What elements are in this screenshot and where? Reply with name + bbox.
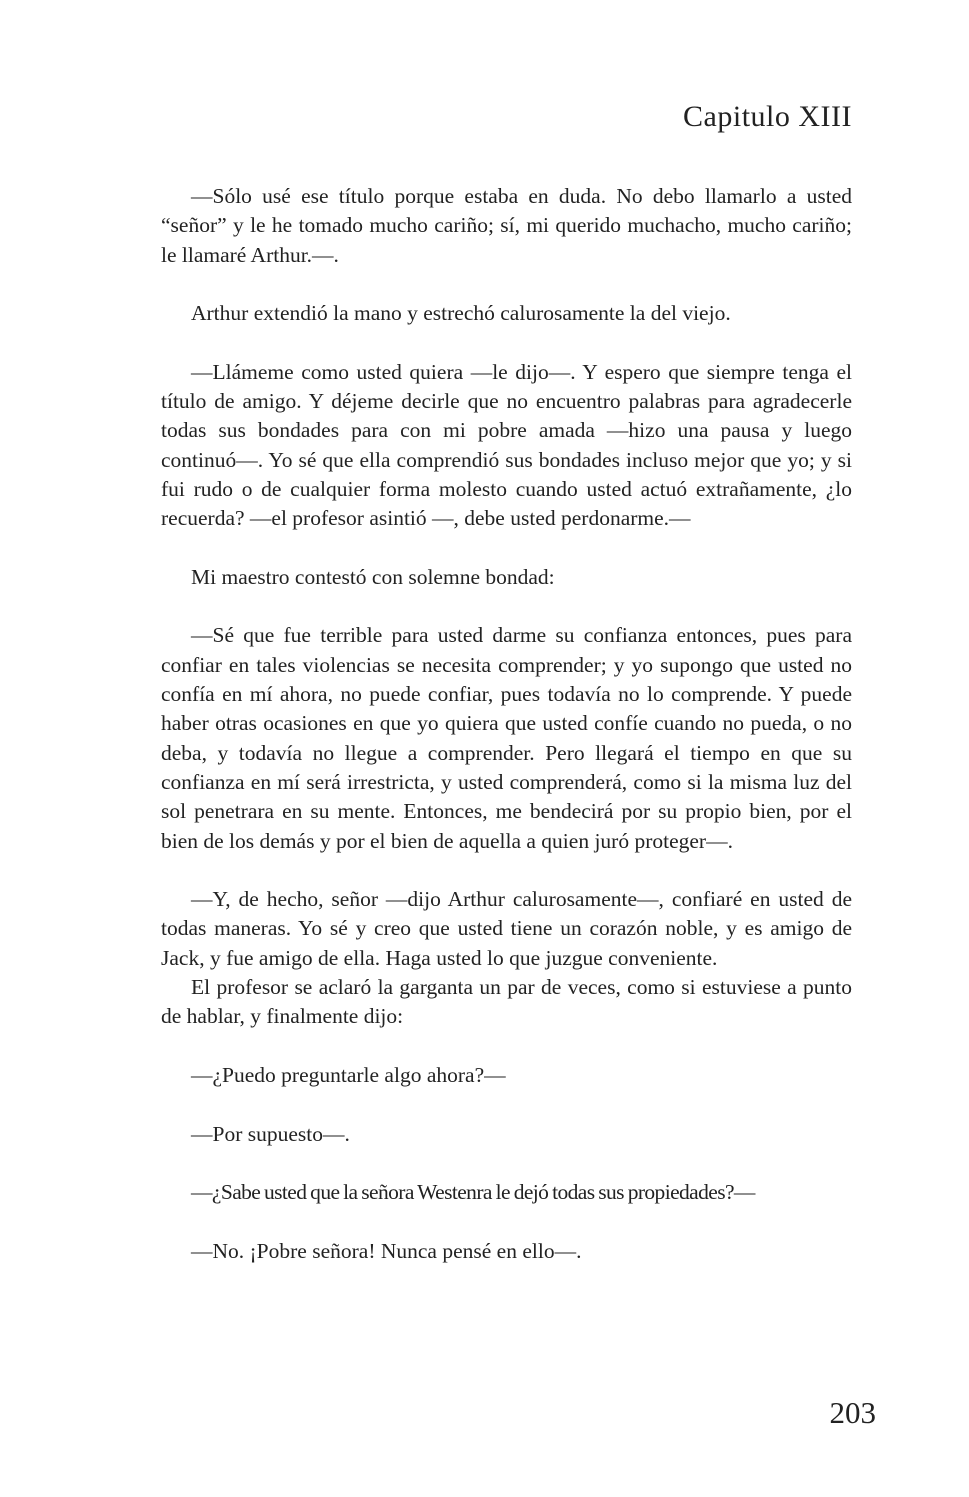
paragraph-8: —¿Puedo preguntarle algo ahora?—	[191, 1062, 506, 1087]
body-text	[161, 182, 852, 1266]
paragraph-11: —No. ¡Pobre señora! Nunca pensé en ello—.	[191, 1238, 582, 1263]
paragraph-1: —Sólo usé ese título porque estaba en duda. No debo llamarlo a usted “señor” y le he tomado mucho cariño; sí, mi querido muchacho, mucho cariño; le llamaré Arthur.—.	[161, 184, 852, 267]
paragraph-4: Mi maestro contestó con solemne bondad:	[191, 564, 555, 589]
paragraph-10: —¿Sabe usted que la señora Westenra le dejó todas sus propiedades?—	[191, 1180, 755, 1205]
paragraph-3: —Llámeme como usted quiera —le dijo—. Y espero que siempre tenga el título de amigo. Y déjeme decirle que no encuentro palabras para agradecerle todas sus bondades para con mi pobre amada —hizo una pausa y luego continuó—. Yo sé que ella comprendió sus bondades incluso mejor que yo; y si fui rudo o de cualquier forma molesto cuando usted actuó extrañamente, ¿lo recuerda? —el profesor asintió —, debe usted perdonarme.—	[161, 359, 852, 531]
paragraph-2: Arthur extendió la mano y estrechó calurosamente la del viejo.	[191, 301, 731, 326]
paragraph-9: —Por supuesto—.	[191, 1121, 350, 1146]
page-number: 203	[829, 1395, 876, 1430]
paragraph-6: —Y, de hecho, señor —dijo Arthur calurosamente—, confiaré en usted de todas maneras. Yo sé y creo que usted tiene un corazón noble, y es amigo de Jack, y fue amigo de ella. Haga usted lo que juzgue conveniente.	[161, 887, 852, 970]
chapter-title: Capitulo XIII	[683, 100, 852, 133]
paragraph-5: —Sé que fue terrible para usted darme su confianza entonces, pues para confiar en tales violencias se necesita comprender; y yo supongo que usted no confía en mí ahora, no puede confiar, pues todavía no lo comprende. Y puede haber otras ocasiones en que yo quiera que usted confíe cuando no pueda, o no deba, y todavía no llegue a comprender. Pero llegará el tiempo en que su confianza en mí será irrestricta, y usted comprenderá, como si la misma luz del sol penetrara en su mente. Entonces, me bendecirá por su propio bien, por el bien de los demás y por el bien de aquella a quien juró proteger—.	[161, 623, 852, 853]
paragraph-7: El profesor se aclaró la garganta un par de veces, como si estuviese a punto de hablar, y finalmente dijo:	[161, 975, 852, 1029]
